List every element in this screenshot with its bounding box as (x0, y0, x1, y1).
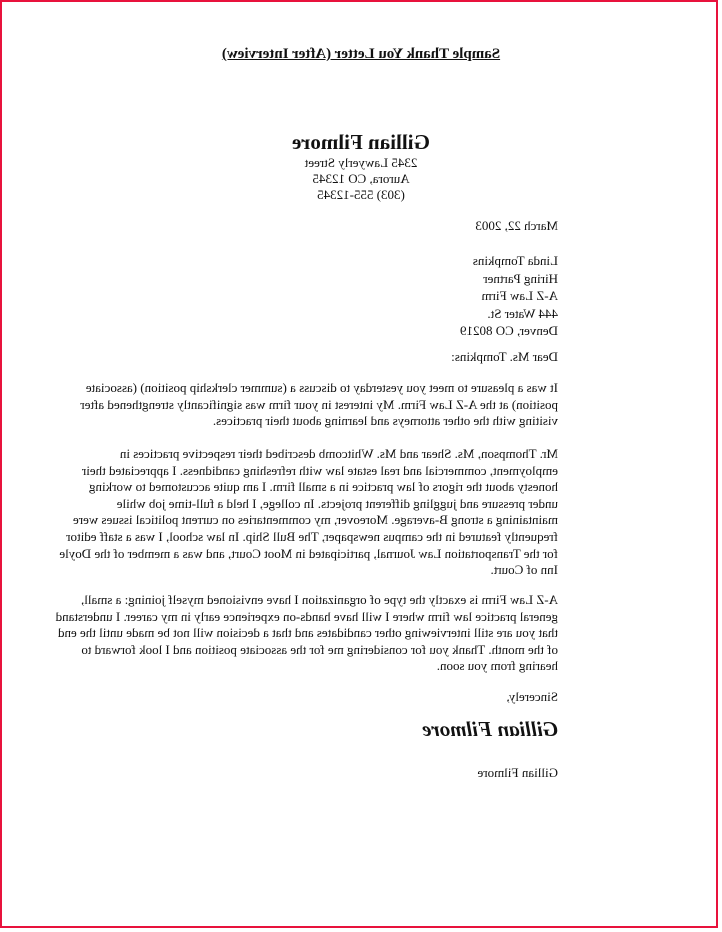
sender-street: 2345 Lawyerly Street (304, 155, 418, 170)
paragraph-line: frequently featured in the campus newspaper, The Bull Ship. In law school, I was a staff editor (66, 528, 558, 544)
signed-name: Gillian Filmore (477, 765, 558, 780)
paragraph-line: under pressure and juggling different projects. In college, I held a full-time job while (116, 495, 558, 511)
closing: Sincerely, (506, 689, 558, 704)
paragraph-line: employment, commercial and real estate law with refreshing candidness. I appreciated their (81, 462, 558, 478)
letter-date: March 22, 2003 (475, 218, 558, 233)
mirrored-letter (2, 2, 720, 930)
paragraph-line: general practice law firm where I will have hands-on experience early in my career. I understand (55, 608, 558, 624)
recipient-city: Denver, CO 80219 (459, 323, 558, 338)
recipient-firm: A-Z Law Firm (481, 288, 558, 303)
paragraph-line: honesty about the rigors of law practice in a small firm. I am quite accustomed to working (89, 479, 558, 495)
salutation: Dear Ms. Tompkins: (451, 349, 558, 364)
letter-title: Sample Thank You Letter (After Interview) (221, 46, 501, 62)
sender-address (2, 155, 720, 203)
body-paragraph-3 (55, 592, 558, 675)
paragraph-line: of the month. Thank you for considering me for the associate position and I look forward to (81, 641, 558, 657)
paragraph-line: that you are still interviewing other candidates and that a decision will not be made until the end (58, 625, 558, 641)
sender-name: Gillian Filmore (292, 130, 430, 154)
paragraph-line: maintaining a strong B-average. Moreover, my commentaries on current political issues were (72, 512, 558, 528)
recipient-block (460, 252, 558, 340)
paragraph-line: Mr. Thompson, Ms. Shear and Ms. Whitcomb described their respective practices in (119, 446, 558, 461)
paragraph-line: visiting with the other attorneys and learning about their practices. (212, 413, 558, 429)
body-paragraph-1 (68, 380, 558, 430)
paragraph-line: position) at the A-Z Law Firm. My interest in your firm was significantly strengthened after (80, 396, 558, 412)
paragraph-line: Inn of Court. (490, 562, 558, 578)
signature: Gillian Filmore (422, 717, 558, 741)
body-paragraph-2 (59, 446, 558, 579)
paragraph-line: It was a pleasure to meet you yesterday to discuss a (summer clerkship position) (associate (85, 380, 558, 395)
recipient-street: 444 Water St. (487, 305, 558, 321)
recipient-name: Linda Tompkins (472, 253, 558, 268)
paragraph-line: A-Z Law Firm is exactly the type of organization I have envisioned myself joining: a small, (80, 592, 558, 607)
recipient-title: Hiring Partner (483, 270, 558, 286)
paragraph-line: hearing from you soon. (436, 658, 558, 674)
paragraph-line: for the Transportation Law Journal, participated in Moot Court, and was a member of the Doyle (59, 545, 558, 561)
sender-city: Aurora, CO 12345 (312, 171, 410, 186)
sender-phone: (303) 555-12345 (317, 187, 405, 202)
